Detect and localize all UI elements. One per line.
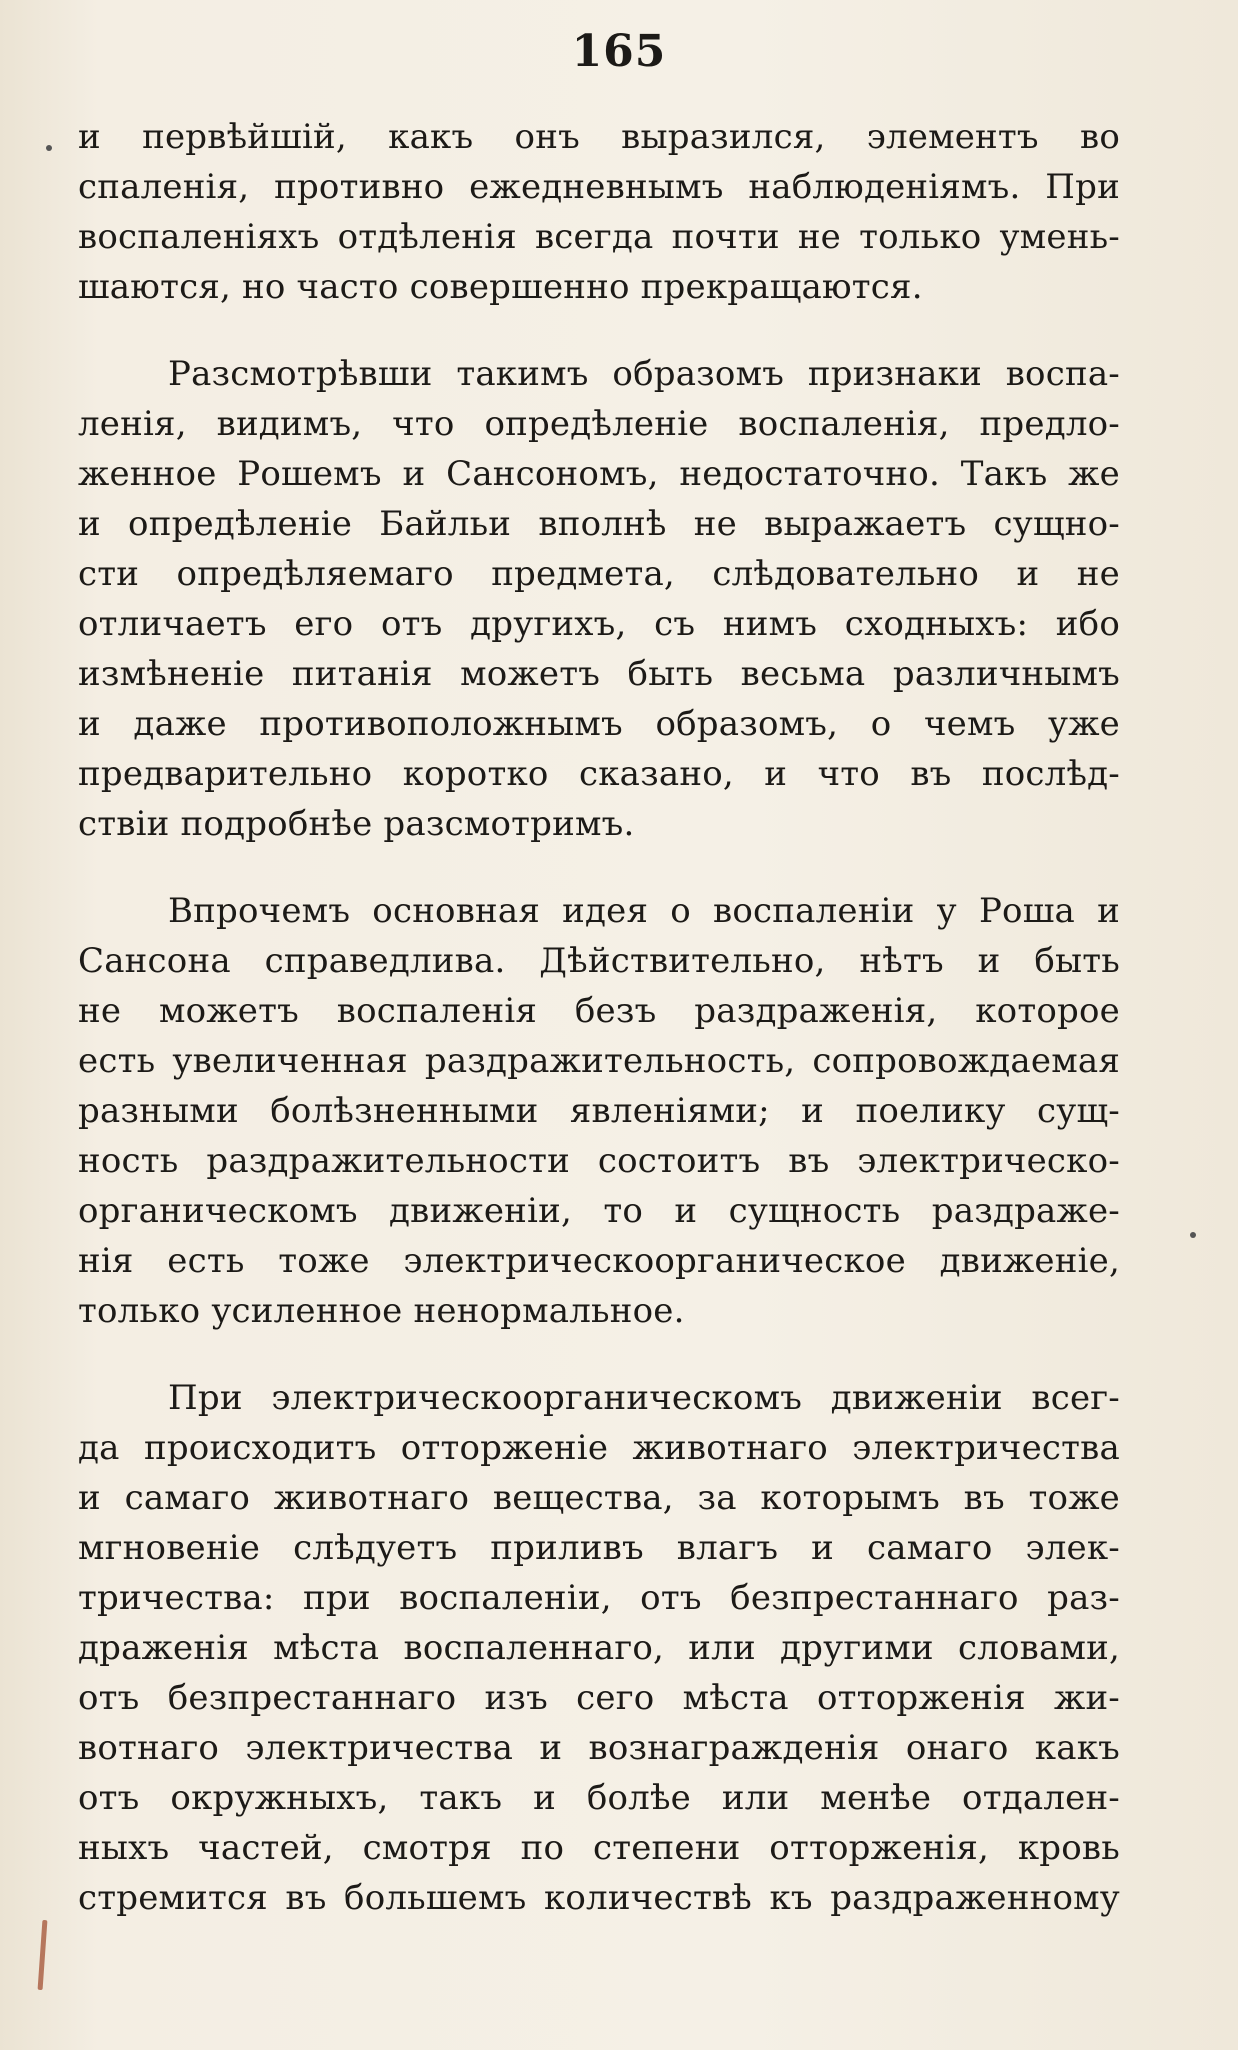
text-line: Впрочемъ основная идея о воспаленіи у Роша и	[168, 891, 1120, 931]
text-line: разными болѣзненными явленіями; и поелику сущ-	[78, 1091, 1120, 1131]
paragraph-4	[78, 1373, 1120, 1923]
text-line: только усиленное ненормальное.	[78, 1291, 685, 1331]
margin-pen-mark	[38, 1920, 48, 1990]
text-line: воспаленіяхъ отдѣленія всегда почти не только умень-	[78, 217, 1120, 257]
text-line: женное Рошемъ и Сансономъ, недостаточно. Такъ же	[78, 454, 1120, 494]
margin-dot-mark	[46, 145, 52, 151]
text-line: ныхъ частей, смотря по степени отторженія, кровь	[78, 1828, 1120, 1868]
text-line: да происходитъ отторженіе животнаго электричества	[78, 1428, 1120, 1468]
text-line: и первѣйшій, какъ онъ выразился, элементъ во	[78, 117, 1120, 157]
text-line: и самаго животнаго вещества, за которымъ въ тоже	[78, 1478, 1120, 1518]
page-number: 165	[571, 26, 667, 77]
text-line: нія есть тоже электрическоорганическое движеніе,	[78, 1241, 1120, 1281]
text-line: мгновеніе слѣдуетъ приливъ влагъ и самаго элек-	[78, 1528, 1120, 1568]
text-line: и даже противоположнымъ образомъ, о чемъ уже	[78, 704, 1120, 744]
text-line: вотнаго электричества и вознагражденія онаго какъ	[78, 1728, 1120, 1768]
text-line: отличаетъ его отъ другихъ, съ нимъ сходныхъ: ибо	[78, 604, 1120, 644]
text-line: драженія мѣста воспаленнаго, или другими словами,	[78, 1628, 1120, 1668]
text-line: ствіи подробнѣе разсмотримъ.	[78, 804, 635, 844]
text-line: органическомъ движеніи, то и сущность раздраже-	[78, 1191, 1120, 1231]
text-line: ность раздражительности состоитъ въ электрическо-	[78, 1141, 1120, 1181]
text-line: предварительно коротко сказано, и что въ послѣд-	[78, 754, 1120, 794]
text-line: отъ окружныхъ, такъ и болѣе или менѣе отдален-	[78, 1778, 1120, 1818]
margin-dot-mark	[1190, 1232, 1196, 1238]
text-line: отъ безпрестаннаго изъ сего мѣста отторженія жи-	[78, 1678, 1120, 1718]
text-line: стремится въ большемъ количествѣ къ раздраженному	[78, 1878, 1120, 1918]
text-line: есть увеличенная раздражительность, сопровождаемая	[78, 1041, 1120, 1081]
paragraph-2	[78, 349, 1120, 849]
text-line: При электрическоорганическомъ движеніи всег-	[168, 1378, 1120, 1418]
text-line: Сансона справедлива. Дѣйствительно, нѣтъ и быть	[78, 941, 1120, 981]
body-text	[78, 112, 1120, 1923]
text-line: тричества: при воспаленіи, отъ безпрестаннаго раз-	[78, 1578, 1120, 1618]
text-line: ленія, видимъ, что опредѣленіе воспаленія, предло-	[78, 404, 1120, 444]
paragraph-1	[78, 112, 1120, 312]
text-line: спаленія, противно ежедневнымъ наблюденіямъ. При	[78, 167, 1120, 207]
text-line: Разсмотрѣвши такимъ образомъ признаки воспа-	[168, 354, 1120, 394]
text-line: и опредѣленіе Байльи вполнѣ не выражаетъ сущно-	[78, 504, 1120, 544]
text-line: не можетъ воспаленія безъ раздраженія, которое	[78, 991, 1120, 1031]
paragraph-3	[78, 886, 1120, 1336]
text-line: шаются, но часто совершенно прекращаются.	[78, 267, 923, 307]
text-line: измѣненіе питанія можетъ быть весьма различнымъ	[78, 654, 1120, 694]
text-line: сти опредѣляемаго предмета, слѣдовательно и не	[78, 554, 1120, 594]
